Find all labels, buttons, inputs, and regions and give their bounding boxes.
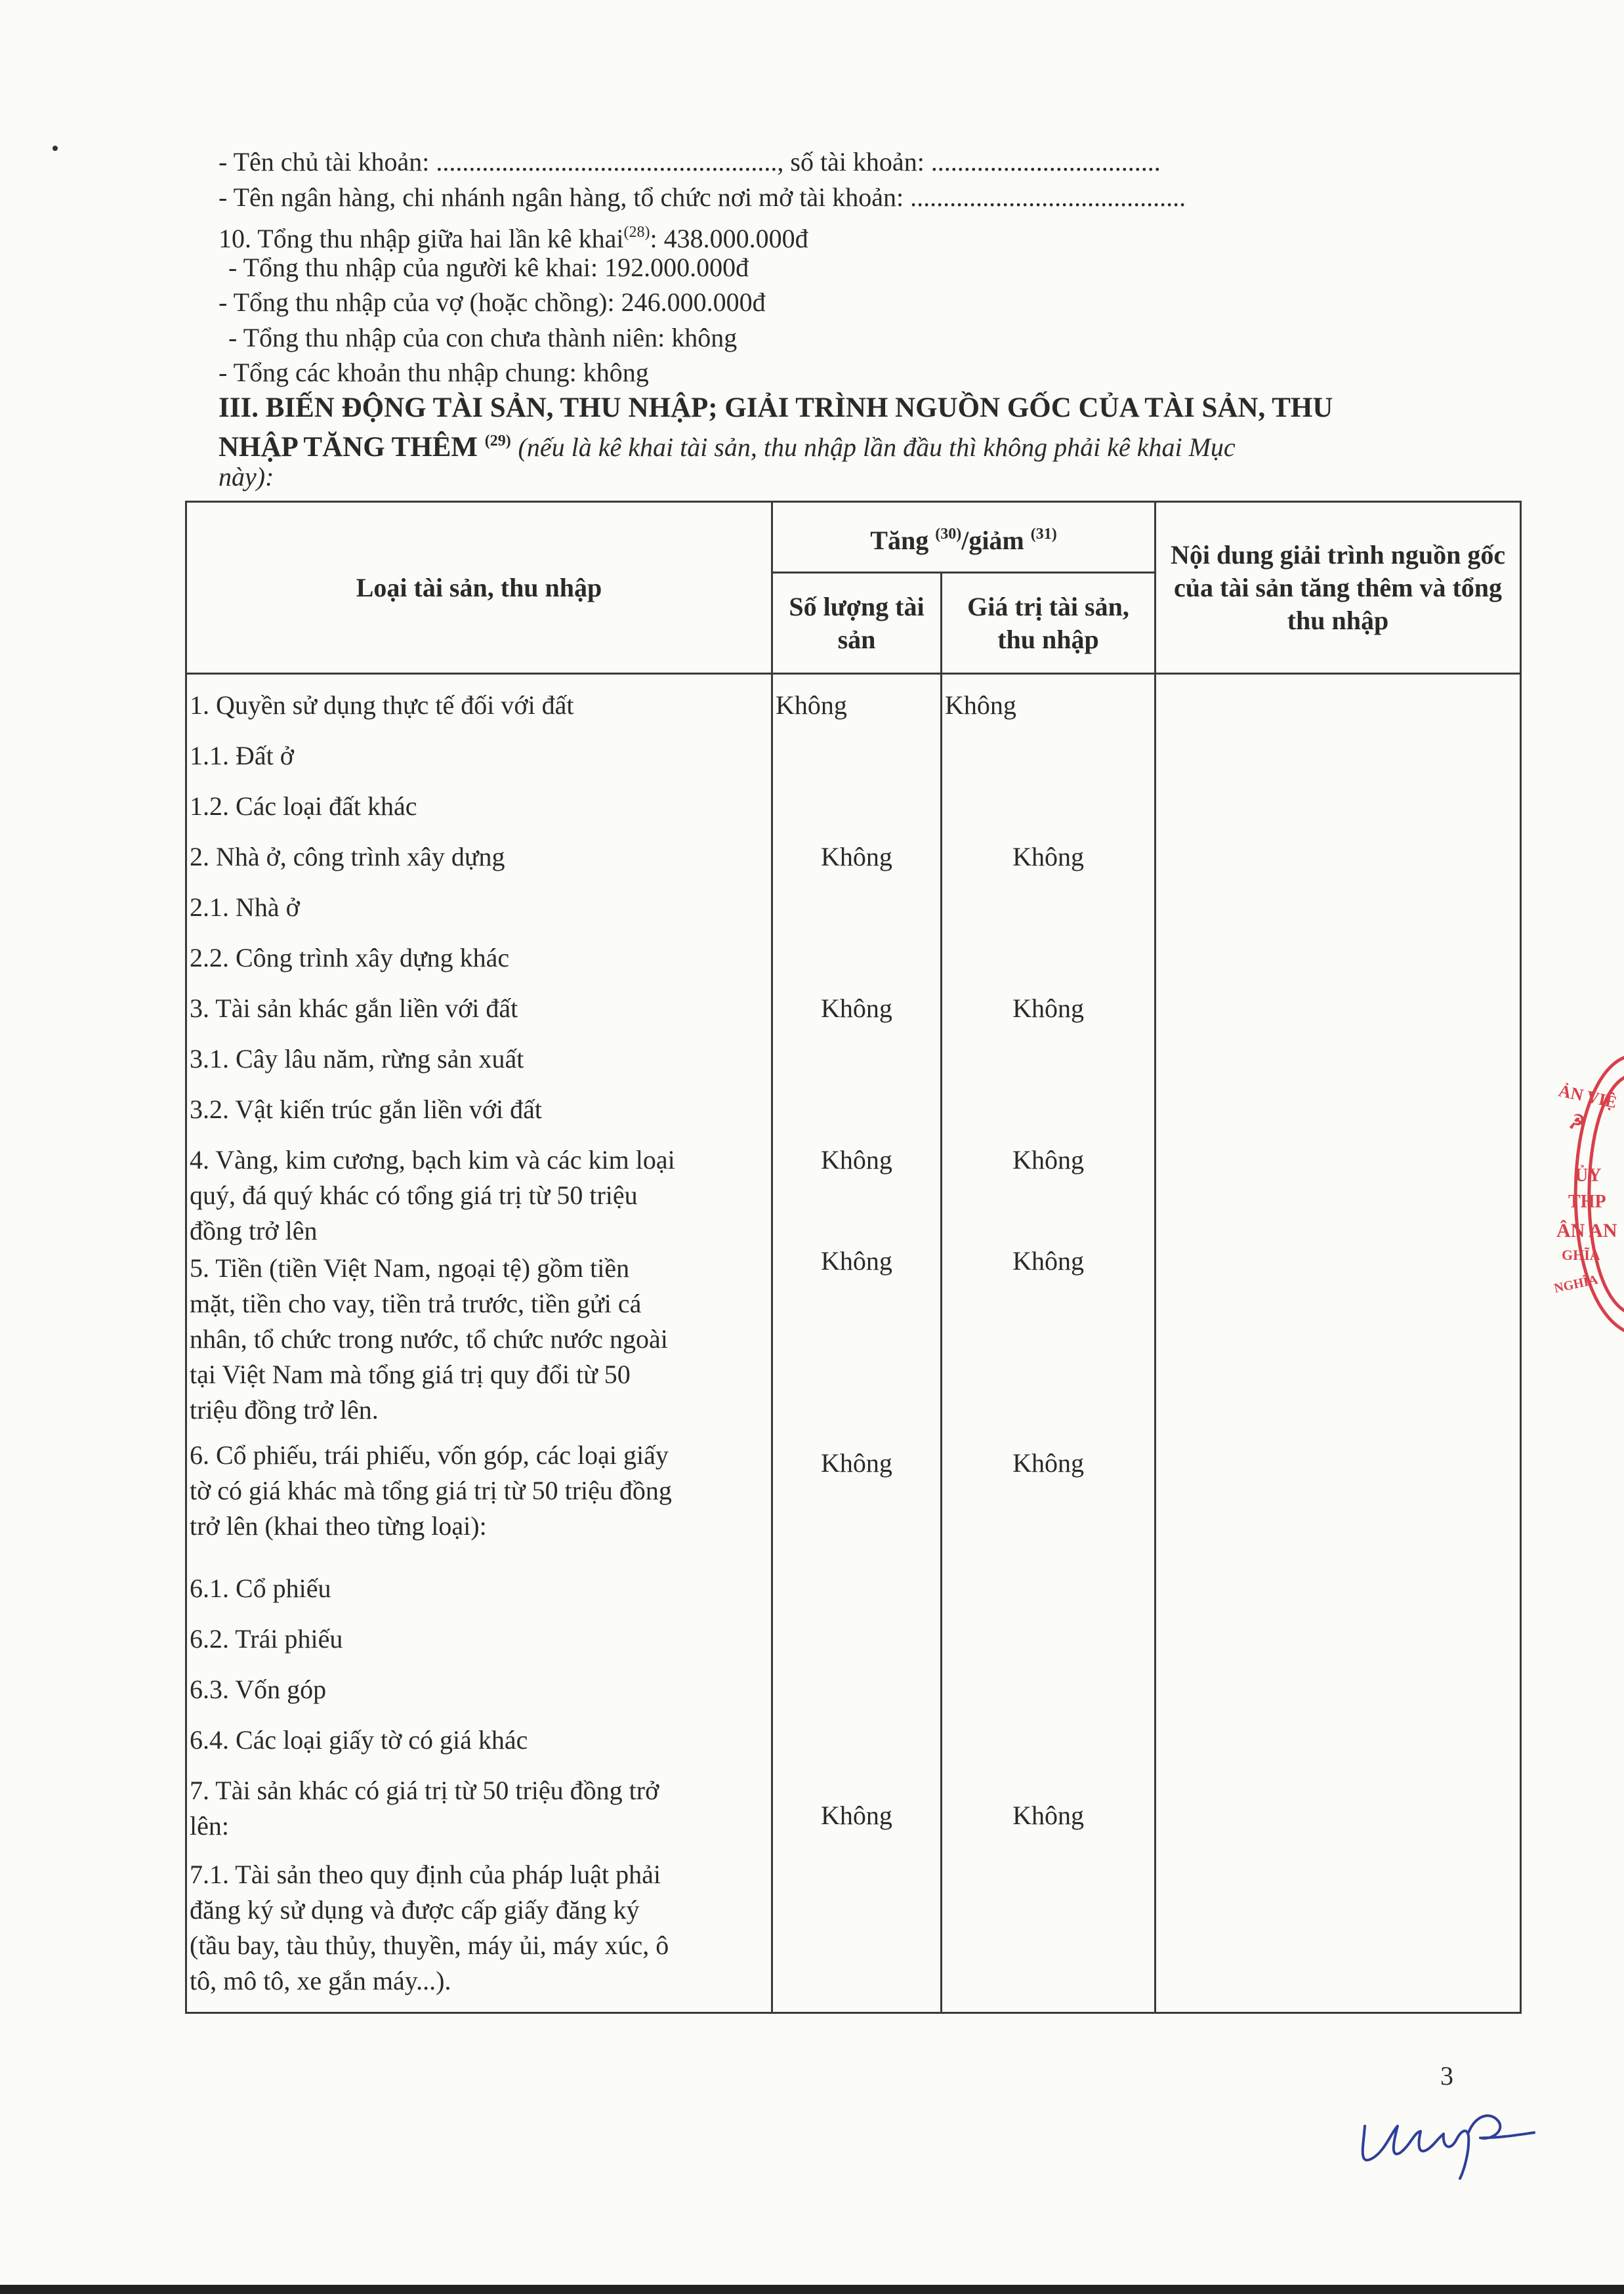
section-heading [219,392,1485,490]
section-heading-line3: này): [219,462,274,491]
svg-text:GHĨA: GHĨA [1562,1247,1600,1263]
row-2-2-label: 2.2. Công trình xây dựng khác [190,943,510,972]
row-4-value: Không [1012,1145,1084,1175]
type-column [186,674,772,2013]
scan-speck [52,146,58,151]
row-1-label: 1. Quyền sử dụng thực tế đối với đất [190,690,574,720]
row-7-label-line: lên: [190,1811,229,1841]
decrease-label: /giảm [961,525,1024,555]
row-5-quantity: Không [821,1246,892,1276]
row-7-1-label-line: đăng ký sử dụng và được cấp giấy đăng ký [190,1895,640,1925]
row-6-value: Không [1012,1448,1084,1478]
row-7-quantity: Không [821,1801,892,1830]
row-4-label-line: quý, đá quý khác có tổng giá trị từ 50 triệu [190,1180,638,1210]
spouse-income-line: - Tổng thu nhập của vợ (hoặc chồng): 246.000.000đ [219,287,766,317]
minor-children-income-line: - Tổng thu nhập của con chưa thành niên: không [228,323,738,352]
row-3-quantity: Không [821,993,892,1023]
scan-bottom-edge [0,2285,1624,2294]
quantity-column [772,674,942,2013]
svg-text:ÂN AN: ÂN AN [1556,1220,1617,1241]
footnote-30: (30) [935,525,962,543]
row-3-value: Không [1012,993,1084,1023]
red-seal-stamp [1549,1050,1624,1339]
svg-text:NGHĨA: NGHĨA [1552,1272,1600,1296]
row-4-label [187,1142,771,1251]
row-1-value: Không [945,690,1016,720]
row-6-label [187,1438,771,1571]
row-7-label [187,1773,771,1857]
declarant-income-line: - Tổng thu nhập của người kê khai: 192.000.000đ [228,253,749,282]
row-2-value: Không [1012,842,1084,871]
row-3-1-label: 3.1. Cây lâu năm, rừng sản xuất [190,1044,524,1074]
column-header-type: Loại tài sản, thu nhập [186,502,772,674]
row-1-quantity: Không [776,690,847,720]
svg-text:THP: THP [1568,1192,1606,1212]
row-4-quantity: Không [821,1145,892,1175]
svg-text:ỦY: ỦY [1575,1165,1602,1186]
row-1-1-label: 1.1. Đất ở [190,741,294,770]
column-header-change [772,502,1156,573]
column-header-quantity: Số lượng tài sản [772,573,942,674]
change-label: Tăng [870,525,929,555]
row-7-1-label-line: tô, mô tô, xe gắn máy...). [190,1966,451,1995]
row-5-label [187,1251,771,1438]
section-heading-line2 [219,425,1485,464]
row-4-label-line: đồng trở lên [190,1216,318,1245]
page-number: 3 [1440,2061,1453,2091]
handwritten-signature-icon [1352,2087,1535,2185]
row-5-label-line: nhân, tổ chức trong nước, tổ chức nước ngoài [190,1324,668,1354]
section-heading-bold: NHẬP TĂNG THÊM [219,432,478,463]
footnote-31: (31) [1030,525,1057,543]
joint-income-line: - Tổng các khoản thu nhập chung: không [219,358,649,387]
footnote-28: (28) [623,224,650,241]
row-4-label-line: 4. Vàng, kim cương, bạch kim và các kim loại [190,1145,675,1175]
row-6-2-label: 6.2. Trái phiếu [190,1624,343,1654]
row-7-1-label-line: (tầu bay, tàu thủy, thuyền, máy ủi, máy xúc, ô [190,1930,669,1960]
row-5-label-line: tại Việt Nam mà tổng giá trị quy đổi từ 50 [190,1360,631,1389]
footnote-29: (29) [484,432,511,449]
row-7-label-line: 7. Tài sản khác có giá trị từ 50 triệu đồng trở [190,1776,659,1805]
row-6-3-label: 6.3. Vốn góp [190,1675,327,1704]
row-5-label-line: 5. Tiền (tiền Việt Nam, ngoại tệ) gồm tiền [190,1253,630,1283]
svg-text:☭: ☭ [1568,1112,1586,1133]
row-6-label-line: trở lên (khai theo từng loại): [190,1511,487,1541]
explanation-column [1156,674,1521,2013]
section-heading-note: (nếu là kê khai tài sản, thu nhập lần đầu thì không phải kê khai Mục [518,432,1236,462]
row-5-value: Không [1012,1246,1084,1276]
row-5-label-line: triệu đồng trở lên. [190,1395,379,1425]
row-7-1-label-line: 7.1. Tài sản theo quy định của pháp luật phải [190,1860,661,1889]
row-2-label: 2. Nhà ở, công trình xây dựng [190,842,505,871]
row-3-2-label: 3.2. Vật kiến trúc gắn liền với đất [190,1095,542,1124]
total-income-line [219,216,808,255]
table-body-row [186,674,1521,2013]
row-5-label-line: mặt, tiền cho vay, tiền trả trước, tiền gửi cá [190,1289,642,1318]
column-header-value: Giá trị tài sản, thu nhập [942,573,1156,674]
row-6-4-label: 6.4. Các loại giấy tờ có giá khác [190,1725,528,1755]
total-income-prefix: 10. Tổng thu nhập giữa hai lần kê khai [219,224,624,253]
column-header-explanation: Nội dung giải trình nguồn gốc của tài sản tăng thêm và tổng thu nhập [1156,502,1521,674]
asset-change-table [185,501,1522,2014]
total-income-value: : 438.000.000đ [650,224,808,253]
section-heading-line1: III. BIẾN ĐỘNG TÀI SẢN, THU NHẬP; GIẢI TRÌNH NGUỒN GỐC CỦA TÀI SẢN, THU [219,392,1333,423]
value-column [942,674,1156,2013]
row-6-label-line: 6. Cổ phiếu, trái phiếu, vốn góp, các loại giấy [190,1440,669,1470]
bank-line: - Tên ngân hàng, chi nhánh ngân hàng, tổ chức nơi mở tài khoản: .......................................... [219,182,1186,212]
row-7-value: Không [1012,1801,1084,1830]
svg-text:ẢN VIỆ: ẢN VIỆ [1556,1081,1619,1112]
row-6-label-line: tờ có giá khác mà tổng giá trị từ 50 triệu đồng [190,1476,672,1505]
row-2-1-label: 2.1. Nhà ở [190,892,300,922]
row-3-label: 3. Tài sản khác gắn liền với đất [190,993,518,1023]
row-2-quantity: Không [821,842,892,871]
row-6-1-label: 6.1. Cổ phiếu [190,1574,331,1603]
row-6-quantity: Không [821,1448,892,1478]
account-holder-line: - Tên chủ tài khoản: ...................................................., số tài khoản: ................................... [219,147,1161,177]
row-7-1-label [187,1857,771,1999]
row-1-2-label: 1.2. Các loại đất khác [190,791,417,821]
